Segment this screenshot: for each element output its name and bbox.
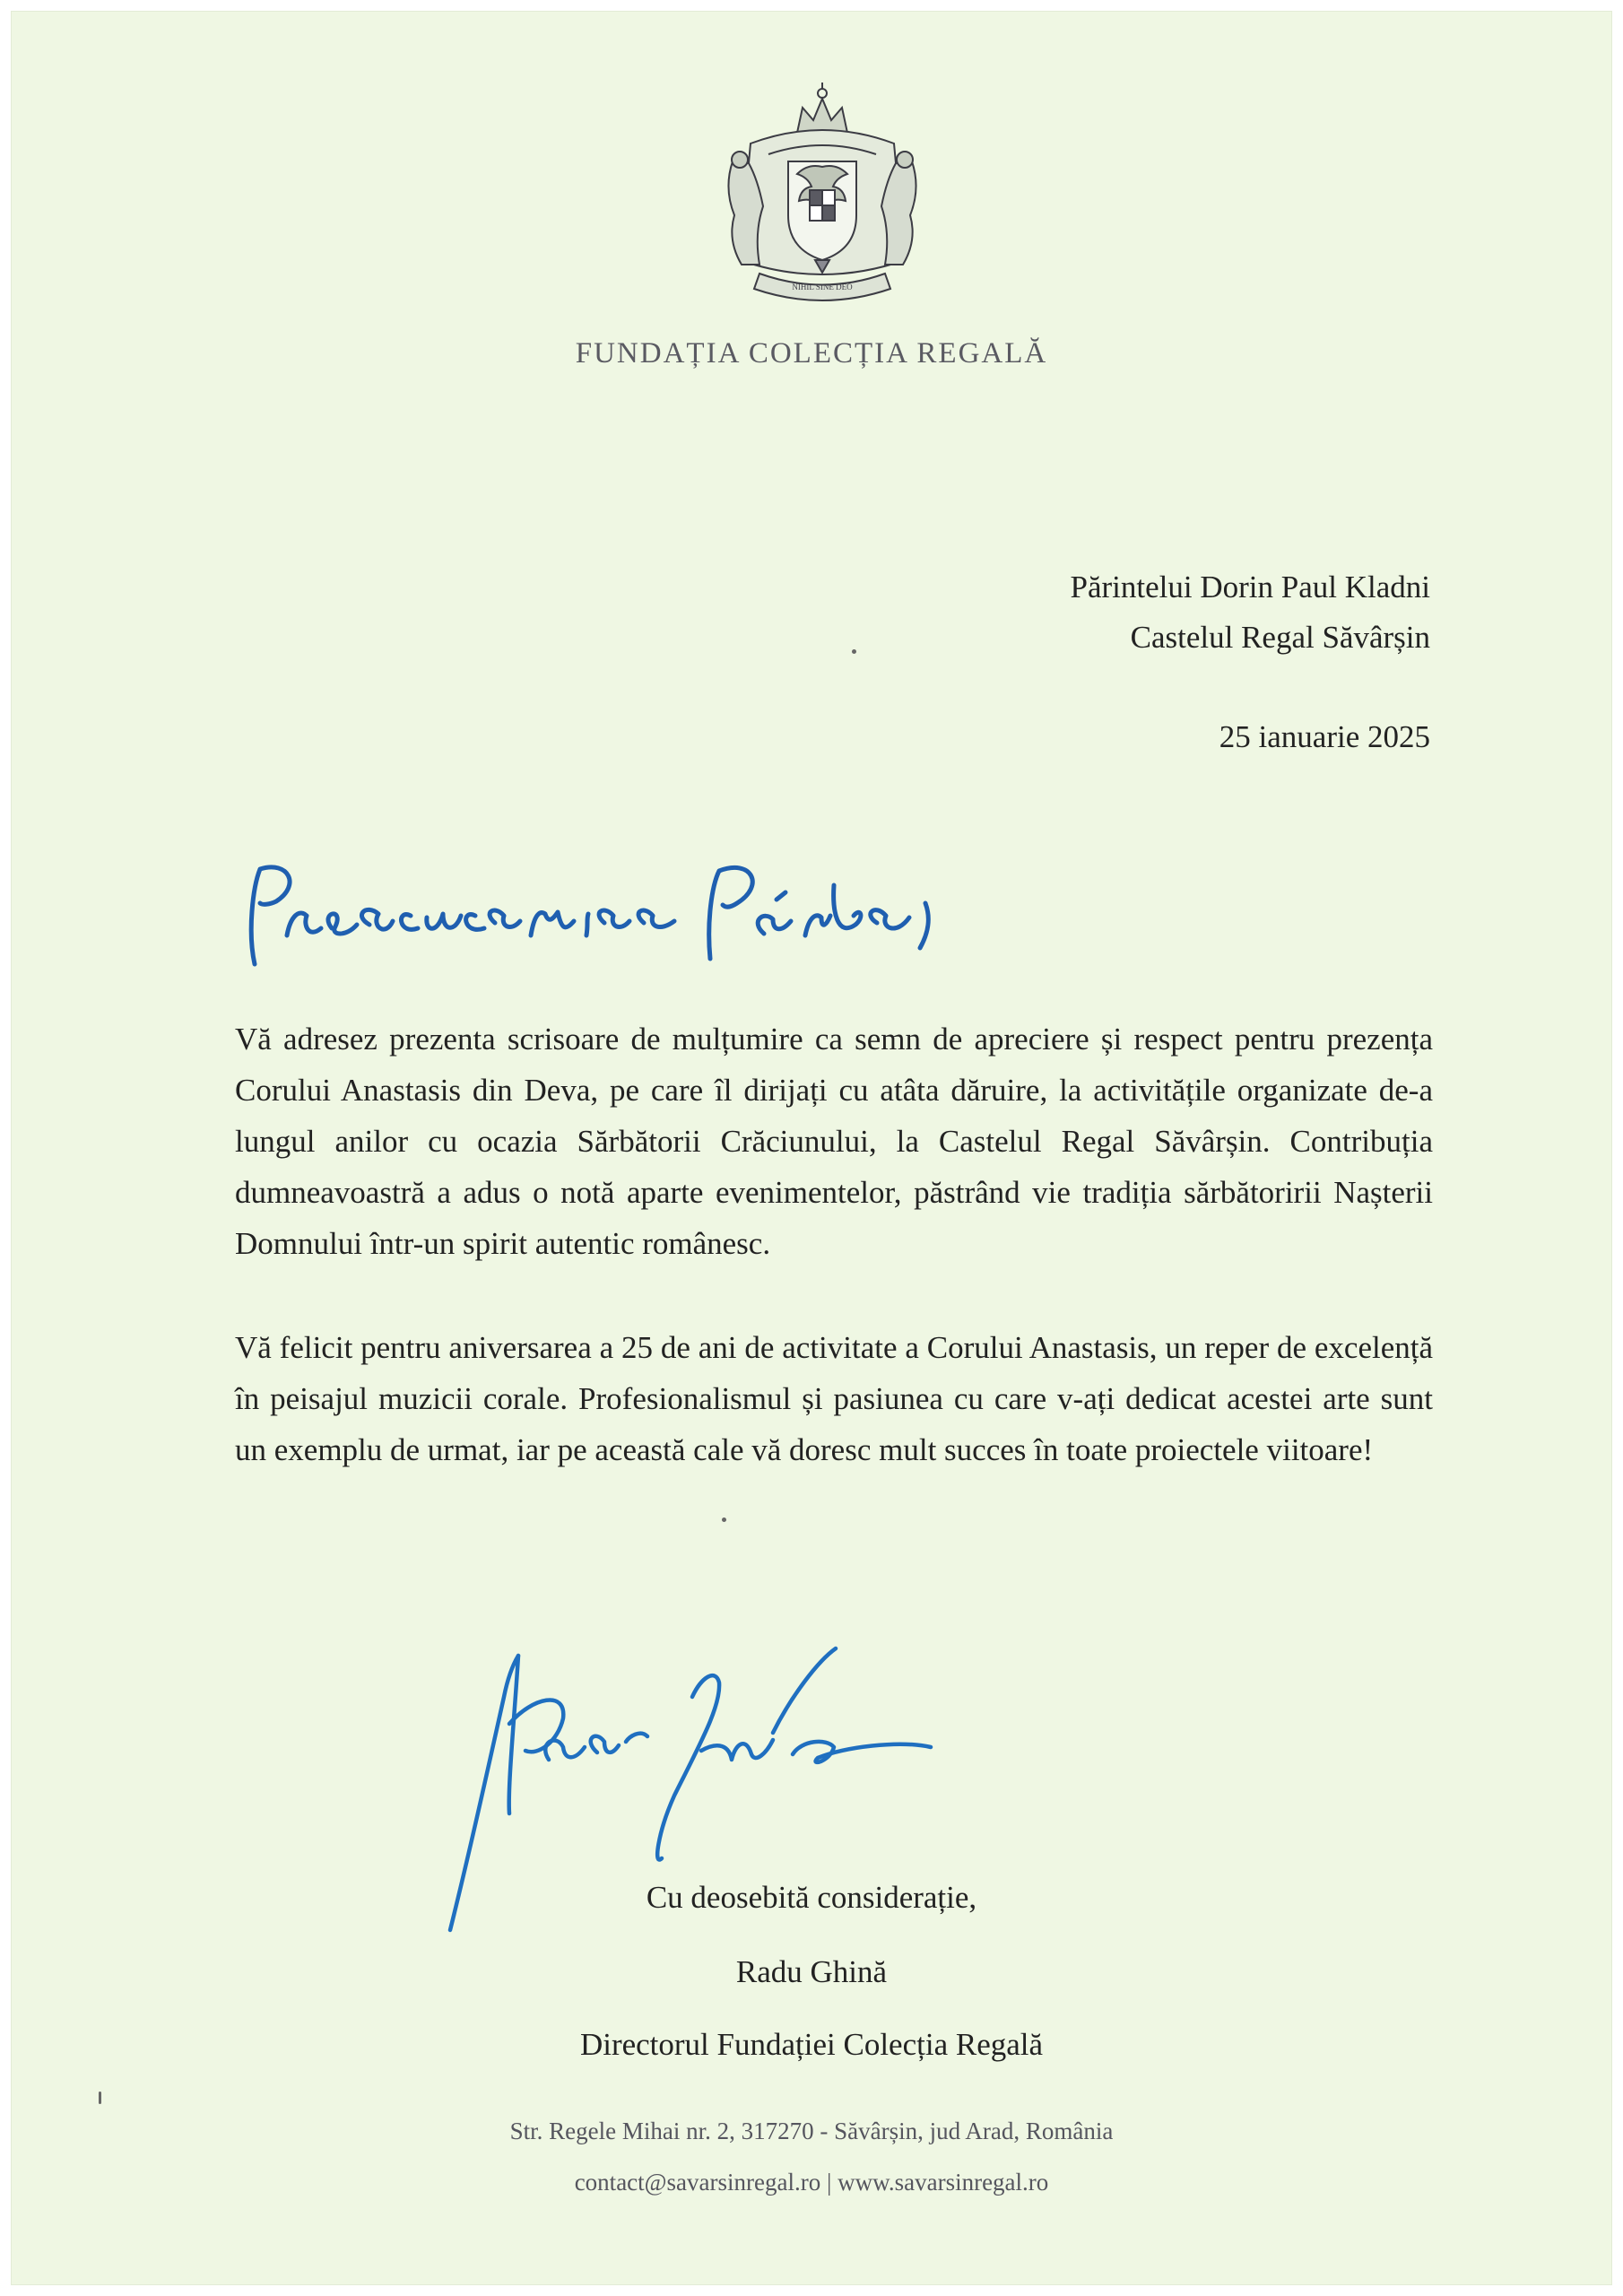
emblem-motto: NIHIL SINE DEO xyxy=(792,283,853,291)
closing-valediction: Cu deosebită considerație, xyxy=(646,1880,977,1915)
recipient-location: Castelul Regal Săvârșin xyxy=(1130,620,1430,655)
organization-name: FUNDAȚIA COLECȚIA REGALĂ xyxy=(575,337,1048,370)
handwritten-salutation xyxy=(235,849,1024,984)
signatory-name: Radu Ghină xyxy=(735,1954,888,1989)
signatory-title: Directorul Fundației Colecția Regală xyxy=(579,2027,1044,2062)
recipient-block xyxy=(1071,562,1430,663)
letter-date: 25 ianuarie 2025 xyxy=(1219,719,1430,754)
paper-speck xyxy=(99,2092,101,2104)
recipient-name: Părintelui Dorin Paul Kladni xyxy=(1070,570,1430,604)
coat-of-arms-icon xyxy=(715,81,930,332)
footer-contact: contact@savarsinregal.ro | www.savarsinregal.ro xyxy=(574,2169,1049,2196)
paper-speck xyxy=(722,1518,726,1522)
body-paragraph: Vă adresez prezenta scrisoare de mulțumire ca semn de apreciere și respect pentru prezența Corului Anastasis din Deva, pe care îl dirijați cu atâta dăruire, la activitățile organizate de-a lungul anilor cu ocazia Sărbătorii Crăciunului, la Castelul Regal Săvârșin. Contribuția dumneavoastră a adus o notă aparte evenimentelor, păstrând vie tradiția sărbătoririi Nașterii Domnului într-un spirit autentic românesc. xyxy=(235,1022,1433,1261)
footer-address: Str. Regele Mihai nr. 2, 317270 - Săvârșin, jud Arad, România xyxy=(509,2118,1114,2144)
paper-speck xyxy=(852,649,856,654)
letter-sheet xyxy=(11,11,1612,2285)
body-paragraph: Vă felicit pentru aniversarea a 25 de ani de activitate a Corului Anastasis, un reper de excelență în peisajul muzicii corale. Profesionalismul și pasiunea cu care v-ați dedicat acestei arte sunt un exemplu de urmat, iar pe această cale vă doresc mult succes în toate proiectele viitoare! xyxy=(235,1330,1433,1467)
